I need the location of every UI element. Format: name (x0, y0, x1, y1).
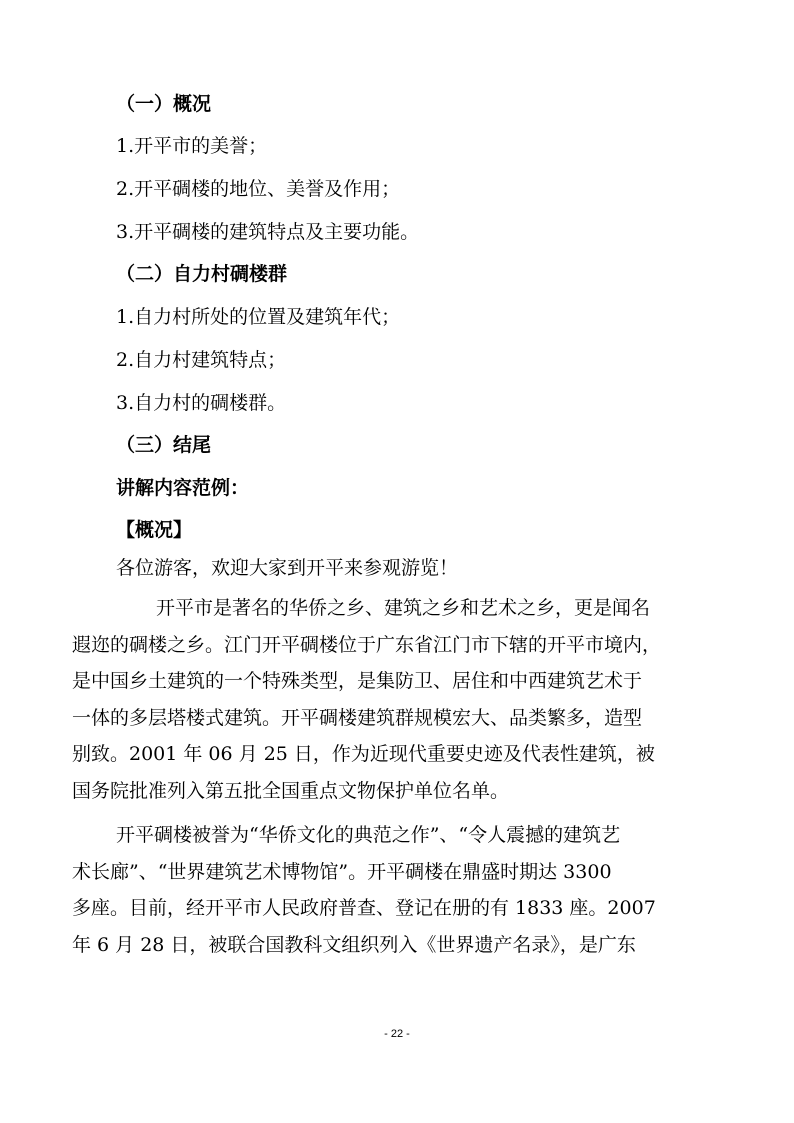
outline-item: 2.自力村建筑特点； (116, 349, 287, 371)
heading-zili-village: （二）自力村碉楼群 (116, 263, 288, 285)
page-number: - 22 - (384, 1028, 410, 1040)
paragraph-line: 国务院批准列入第五批全国重点文物保护单位名单。 (72, 779, 510, 802)
paragraph-line: 术长廊”、“世界建筑艺术博物馆”。开平碉楼在鼎盛时期达 3300 (72, 860, 612, 883)
paragraph-line: 遐迩的碉楼之乡。江门开平碉楼位于广东省江门市下辖的开平市境内， (72, 633, 662, 656)
heading-overview-bracket: 【概况】 (116, 519, 193, 541)
outline-item: 1.自力村所处的位置及建筑年代； (116, 306, 401, 328)
paragraph-1 (72, 596, 752, 815)
outline-item: 3.自力村的碉楼群。 (116, 392, 287, 414)
paragraph-line: 别致。2001 年 06 月 25 日，作为近现代重要史迹及代表性建筑，被 (72, 743, 655, 765)
paragraph-line: 年 6 月 28 日，被联合国教科文组织列入《世界遗产名录》，是广东 (72, 933, 636, 956)
greeting-text: 各位游客，欢迎大家到开平来参观游览！ (116, 557, 459, 579)
outline-item: 2.开平碉楼的地位、美誉及作用； (116, 178, 401, 200)
paragraph-line: 是中国乡土建筑的一个特殊类型，是集防卫、居住和中西建筑艺术于 (72, 670, 643, 692)
paragraph-line: 一体的多层塔楼式建筑。开平碉楼建筑群规模宏大、品类繁多，造型 (72, 706, 643, 729)
paragraph-line: 开平碉楼被誉为“华侨文化的典范之作”、“令人震撼的建筑艺 (116, 824, 621, 846)
paragraph-line: 开平市是著名的华侨之乡、建筑之乡和艺术之乡，更是闻名 (156, 597, 651, 619)
outline-item: 3.开平碉楼的建筑特点及主要功能。 (116, 221, 420, 243)
outline-item: 1.开平市的美誉； (116, 135, 268, 157)
heading-example: 讲解内容范例： (116, 477, 250, 499)
paragraph-line: 多座。目前，经开平市人民政府普查、登记在册的有 1833 座。2007 (72, 897, 656, 919)
heading-ending: （三）结尾 (116, 434, 212, 456)
paragraph-2 (72, 823, 752, 969)
heading-overview: （一）概况 (116, 93, 212, 115)
